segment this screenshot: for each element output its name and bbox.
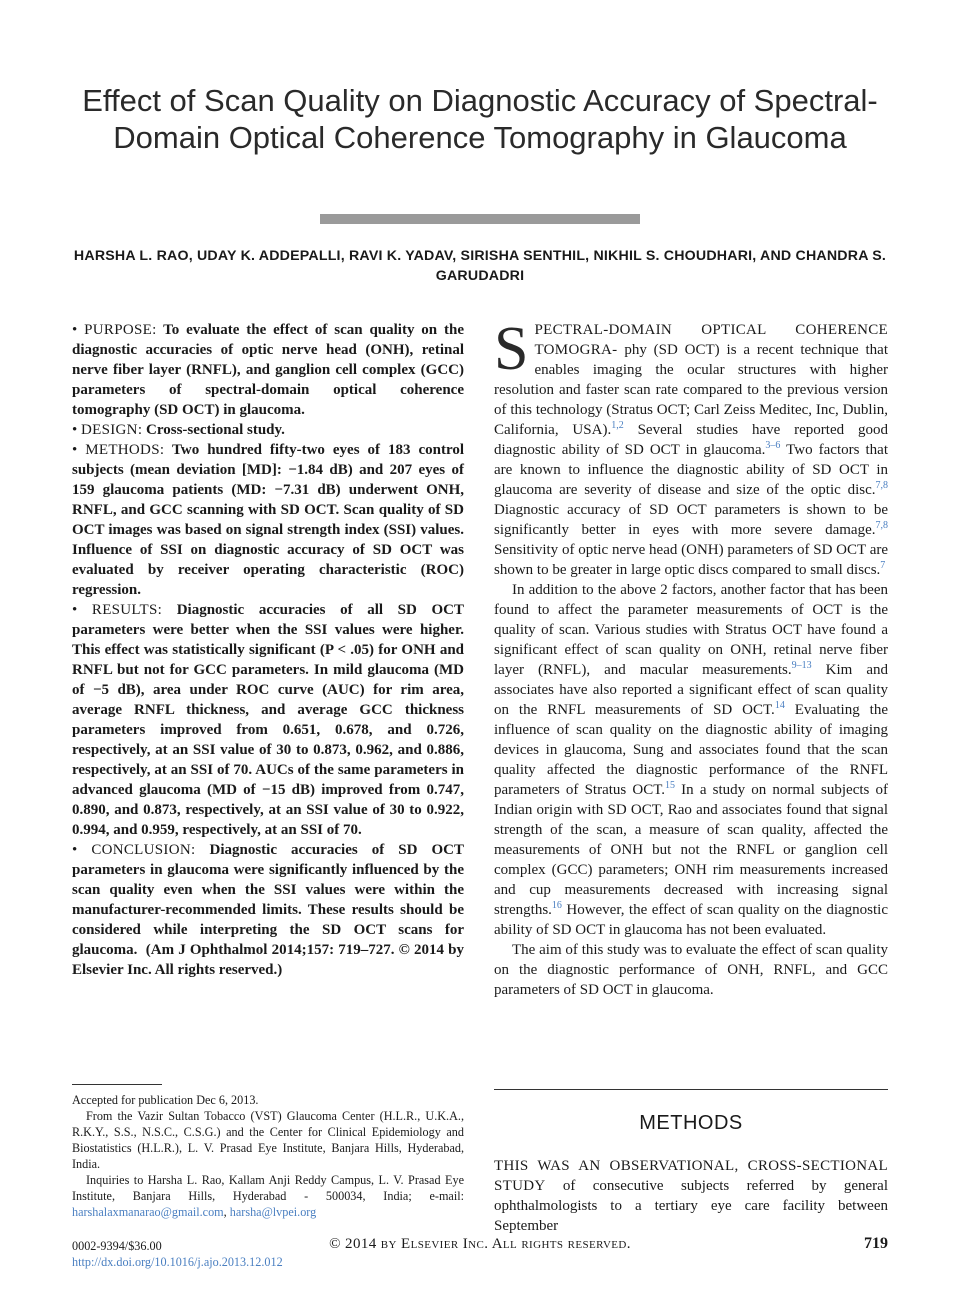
citation-link[interactable]: 15 bbox=[665, 780, 676, 791]
citation-link[interactable]: 1,2 bbox=[611, 420, 624, 431]
introduction bbox=[494, 315, 889, 1000]
footer-copyright: © 2014 by Elsevier Inc. All rights reserved. bbox=[329, 1236, 631, 1252]
citation-link[interactable]: 16 bbox=[551, 900, 562, 911]
issn: 0002-9394/$36.00 bbox=[72, 1239, 162, 1253]
abstract-citation: (Am J Ophthalmol 2014;157: 719–727. © 2014 by Elsevier Inc. All rights reserved.) bbox=[72, 942, 464, 978]
methods-paragraph: THIS WAS AN OBSERVATIONAL, CROSS-SECTIONAL STUDY of consecutive subjects referred by general ophthalmologists to a tertiary eye care facility between September bbox=[494, 1158, 888, 1234]
email-link[interactable]: harshalaxmanarao@gmail.com bbox=[72, 1205, 224, 1219]
article-title: Effect of Scan Quality on Diagnostic Accuracy of Spectral-Domain Optical Coherence Tomography in Glaucoma bbox=[82, 83, 878, 155]
accepted-date: Accepted for publication Dec 6, 2013. bbox=[72, 1093, 259, 1107]
abstract-design: • DESIGN: Cross-sectional study. bbox=[72, 422, 285, 438]
abstract bbox=[72, 320, 464, 980]
affiliation-note: From the Vazir Sultan Tobacco (VST) Glaucoma Center (H.L.R., U.K.A., R.K.Y., S.S., N.S.C., C.S.G.) and the Center for Clinical Epidemiology and Biostatistics (H.L.R.), L. V. Prasad Eye Institute, Banjara Hills, Hyderabad, India. bbox=[72, 1109, 464, 1171]
article-notes bbox=[72, 1092, 464, 1220]
footnote-divider bbox=[72, 1084, 162, 1085]
citation-link[interactable]: 14 bbox=[774, 700, 785, 711]
page-number: 719 bbox=[864, 1235, 888, 1252]
abstract-methods: • METHODS: Two hundred fifty-two eyes of 183 control subjects (mean deviation [MD]: −1.84 dB) and 207 eyes of 159 glaucoma patients (MD: −7.31 dB) underwent ONH, RNFL, and GCC scanning with SD OCT. Scan quality of SD OCT images was based on signal strength index (SSI) values. Influence of SSI on diagnostic accuracy of SD OCT was evaluated by receiver operating characteristic (ROC) regression. bbox=[72, 442, 464, 598]
inquiries-note: Inquiries to Harsha L. Rao, Kallam Anji Reddy Campus, L. V. Prasad Eye Institute, Banjara Hills, Hyderabad - 500034, India; e-mail: harshalaxmanarao@gmail.com, harsha@lvpei.org bbox=[72, 1173, 464, 1219]
citation-link[interactable]: 9–13 bbox=[791, 660, 812, 671]
intro-paragraph-1: SPECTRAL-DOMAIN OPTICAL COHERENCE TOMOGRA- phy (SD OCT) is a recent technique that enables imaging the ocular structures with higher resolution and faster scan rate compared to the previous version of this technology (Stratus OCT; Carl Zeiss Meditec, Inc, Dublin, California, USA).$^{1,2}$ Several studies have reported good diagnostic ability of SD OCT in glaucoma.$^{3-6}$ Two factors that are known to influence the diagnostic ability of SD OCT in glaucoma are severity of disease and size of the optic disc.$^{7,8}$ Diagnostic accuracy of SD OCT parameters is shown to be significantly better in eyes with more severe damage.$^{7,8}$ Sensitivity of optic nerve head (ONH) parameters of SD OCT are shown to be greater in large optic discs compared to small discs.$^7$ bbox=[494, 315, 889, 578]
intro-paragraph-3: The aim of this study was to evaluate the effect of scan quality on the diagnostic performance of ONH, RNFL, and GCC parameters of SD OCT in glaucoma. bbox=[494, 942, 888, 998]
drop-cap: S bbox=[494, 315, 529, 383]
doi-link[interactable]: http://dx.doi.org/10.1016/j.ajo.2013.12.012 bbox=[72, 1255, 283, 1269]
citation-link[interactable]: 3–6 bbox=[765, 440, 781, 451]
citation-link[interactable]: 7,8 bbox=[875, 520, 888, 531]
citation-link[interactable]: 7,8 bbox=[875, 480, 888, 491]
citation-link[interactable]: 7 bbox=[880, 560, 886, 571]
methods-heading: METHODS bbox=[639, 1112, 743, 1134]
abstract-purpose: • PURPOSE: To evaluate the effect of scan quality on the diagnostic accuracies of optic nerve head (ONH), retinal nerve fiber layer (RNFL), and ganglion cell complex (GCC) parameters of spectral-domain optical coherence tomography (SD OCT) in glaucoma. bbox=[72, 322, 464, 418]
intro-paragraph-2: In addition to the above 2 factors, another factor that has been found to affect the parameter measurements of OCT is the quality of scan. Various studies with Stratus OCT have found a significant effect of scan quality on ONH, retinal nerve fiber layer (RNFL), and macular measurements.$^{9-13}$ Kim and associates have also reported a significant effect of scan quality on the RNFL measurements of SD OCT.$^{14}$ Evaluating the influence of scan quality on the diagnostic ability of imaging devices in glaucoma, Sung and associates found that the scan quality affected the diagnostic performance of the RNFL parameters of Stratus OCT.$^{15}$ In a study on normal subjects of Indian origin with SD OCT, Rao and associates found that signal strength of the scan, a measure of scan quality, affected the measurements of ONH but not the RNFL or ganglion cell complex (GCC) parameters; ONH rim measurements increased and cup measurements decreased with increasing signal strengths.$^{16}$ However, the effect of scan quality on the diagnostic ability of SD OCT in glaucoma has not been evaluated. bbox=[494, 582, 889, 938]
conclusion-label: CONCLUSION: bbox=[91, 842, 196, 858]
results-label: RESULTS: bbox=[91, 602, 163, 618]
purpose-label: PURPOSE: bbox=[84, 322, 157, 338]
title-rule bbox=[320, 214, 640, 224]
methods-label: METHODS: bbox=[85, 442, 165, 458]
footer-identifiers bbox=[72, 1238, 283, 1270]
section-divider bbox=[494, 1089, 888, 1090]
abstract-conclusion: • CONCLUSION: Diagnostic accuracies of SD OCT parameters in glaucoma were significantly influenced by the scan quality even when the SSI values were within the manufacturer-recommended limits. These results should be considered while interpreting the SD OCT scans for glaucoma. (Am J Ophthalmol 2014;157: 719–727. © 2014 by Elsevier Inc. All rights reserved.) bbox=[72, 842, 464, 978]
author-list: HARSHA L. RAO, UDAY K. ADDEPALLI, RAVI K. YADAV, SIRISHA SENTHIL, NIKHIL S. CHOUDHARI, AND CHANDRA S. GARUDADRI bbox=[73, 248, 887, 284]
design-label: DESIGN: bbox=[81, 422, 143, 438]
abstract-results: • RESULTS: Diagnostic accuracies of all SD OCT parameters were better when the SSI values were higher. This effect was statistically significant (P < .05) for ONH and RNFL but not for GCC parameters. In mild glaucoma (MD of −5 dB), area under ROC curve (AUC) for rim area, average RNFL thickness, and average GCC thickness parameters improved from 0.651, 0.678, and 0.726, respectively, at an SSI value of 30 to 0.873, 0.962, and 0.886, respectively, at an SSI of 70. AUCs of the same parameters in advanced glaucoma (MD of −15 dB) improved from 0.747, 0.890, and 0.873, respectively, at an SSI value of 30 to 0.922, 0.994, and 0.959, respectively, at an SSI of 70. bbox=[72, 602, 464, 838]
email-link[interactable]: harsha@lvpei.org bbox=[229, 1205, 317, 1219]
